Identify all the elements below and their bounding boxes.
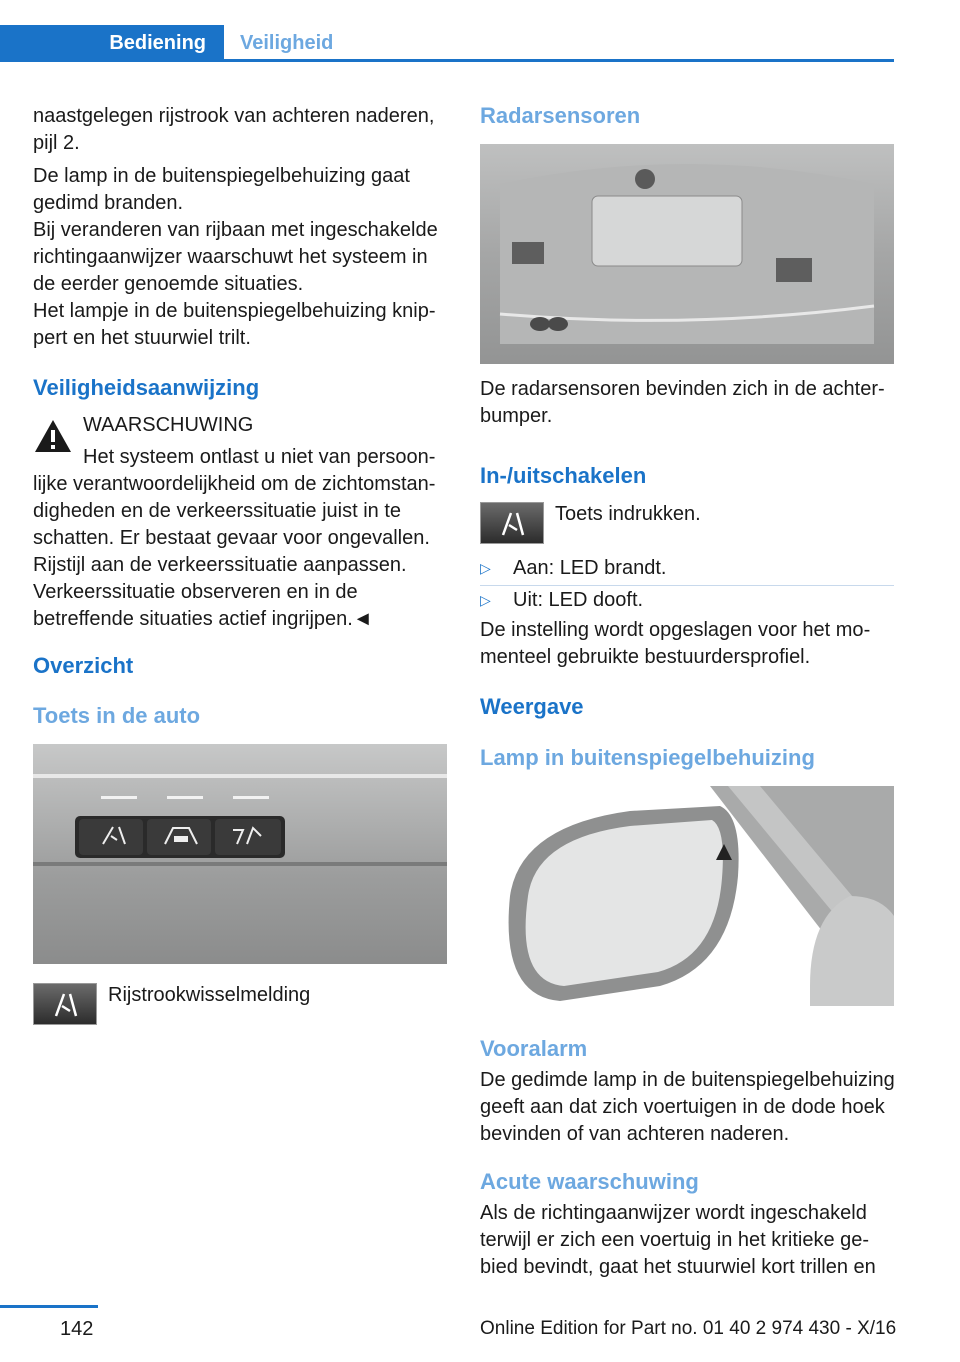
heading-safety: Veiligheidsaanwijzing xyxy=(33,375,260,400)
warning-text: Het systeem ontlast u niet van persoonlijke verantwoordelijkheid om de zichtomstandigheden en de verkeerssituatie juist in te schatten. Er bestaat gevaar voor ongevallen. Rijstijl aan de verkeerssituatie aanpassen. Verkeerssituatie observeren en in de betreffende situaties actief ingrijpen.◄ xyxy=(33,446,436,630)
paragraph-2: De lamp in de buitenspiegelbehuizing gaat gedimd branden. xyxy=(33,165,410,214)
paragraph-setting: De instelling wordt opgeslagen voor het momenteel gebruikte bestuurdersprofiel. xyxy=(480,619,871,668)
list-item: ▷ Uit: LED dooft. xyxy=(480,587,894,614)
lane-change-button-icon xyxy=(33,983,97,1025)
photo-buttons-in-car xyxy=(33,744,447,964)
tab-bediening[interactable]: Bediening xyxy=(0,25,224,61)
heading-prealarm: Vooralarm xyxy=(480,1036,588,1061)
heading-overview: Overzicht xyxy=(33,653,134,678)
header-rule xyxy=(0,59,894,62)
footer-rule xyxy=(0,1305,98,1308)
photo-radar-sensors xyxy=(480,144,894,364)
paragraph-4: Het lampje in de buitenspiegelbehuizing knippert en het stuurwiel trilt. xyxy=(33,300,436,349)
list-item: ▷ Aan: LED brandt. xyxy=(480,555,894,582)
caption-lane-change: Rijstrookwisselmelding xyxy=(108,984,311,1006)
side-mirror-illustration xyxy=(480,786,894,1006)
list-divider xyxy=(480,585,894,586)
heading-acute-warning: Acute waarschuwing xyxy=(480,1169,699,1194)
button-panel-illustration xyxy=(33,744,447,964)
paragraph-acute-warning: Als de richtingaanwijzer wordt ingeschakeld terwijl er zich een voertuig in het kritieke gebied bevindt, gaat het stuurwiel kort trillen en xyxy=(480,1202,876,1278)
page-number: 142 xyxy=(60,1318,94,1340)
paragraph-prealarm: De gedimde lamp in de buitenspiegelbehuizing geeft aan dat zich voertuigen in de dode hoek bevinden of van achteren naderen. xyxy=(480,1069,895,1145)
heading-switch-on-off: In-/uitschakelen xyxy=(480,463,647,488)
heading-display: Weergave xyxy=(480,694,584,719)
lane-change-button-icon-2 xyxy=(480,502,544,544)
heading-button-in-car: Toets in de auto xyxy=(33,703,201,728)
paragraph-press-button: Toets indrukken. xyxy=(555,503,701,525)
warning-label: WAARSCHUWING xyxy=(83,414,254,436)
paragraph-radar: De radarsensoren bevinden zich in de achterbumper. xyxy=(480,378,885,427)
heading-lamp-mirror: Lamp in buitenspiegelbehuizing xyxy=(480,745,815,770)
paragraph-3: Bij veranderen van rijbaan met ingeschakelde richtingaanwijzer waarschuwt het systeem in de eerder genoemde situaties. xyxy=(33,219,438,295)
tab-veiligheid[interactable]: Veiligheid xyxy=(240,32,334,54)
bullet-triangle-icon: ▷ xyxy=(480,560,491,576)
photo-mirror-lamp xyxy=(480,786,894,1006)
paragraph-1: naastgelegen rijstrook van achteren naderen, pijl 2. xyxy=(33,105,435,154)
rear-bumper-illustration xyxy=(480,144,894,364)
edition-note: Online Edition for Part no. 01 40 2 974 430 - X/16 xyxy=(480,1318,897,1339)
bullet-triangle-icon: ▷ xyxy=(480,592,491,608)
heading-radar: Radarsensoren xyxy=(480,103,641,128)
